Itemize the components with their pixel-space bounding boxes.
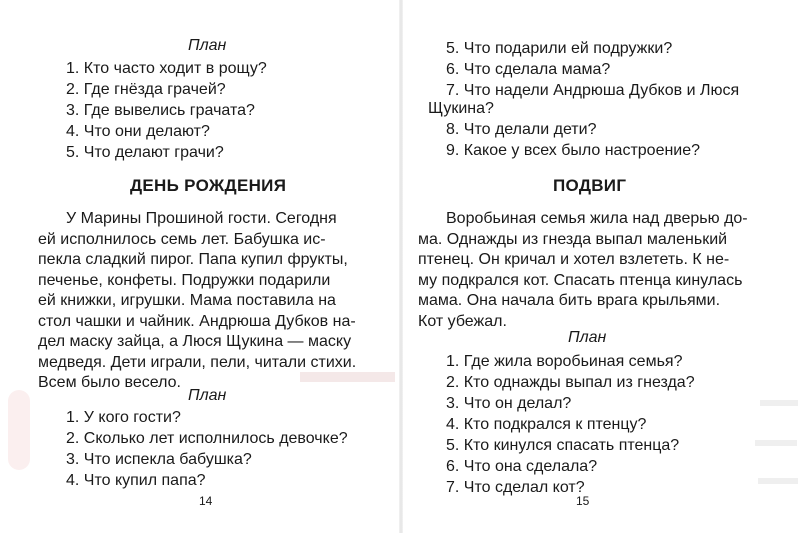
story-line: печенье, конфеты. Подружки подарили <box>38 271 331 289</box>
bleed-through-mark <box>760 400 798 406</box>
plan-item: 5. Что делают грачи? <box>66 144 224 161</box>
bleed-through-mark <box>755 440 797 446</box>
plan-item: 3. Что он делал? <box>446 395 572 412</box>
plan-item: 7. Что надели Андрюша Дубков и Люся <box>446 82 740 99</box>
plan-item: 7. Что сделал кот? <box>446 479 585 496</box>
story-line: Воробьиная семья жила над дверью до- <box>446 210 748 227</box>
plan-item: 4. Кто подкрался к птенцу? <box>446 416 647 433</box>
bleed-through-mark <box>300 372 395 382</box>
right-page <box>418 0 773 533</box>
plan-item: 4. Что они делают? <box>66 123 210 140</box>
plan-item-continuation: Щукина? <box>428 100 494 117</box>
plan-title-bottom: План <box>188 387 227 404</box>
plan-item: 8. Что делали дети? <box>446 121 597 138</box>
plan-item: 1. У кого гости? <box>66 409 181 426</box>
plan-item: 6. Что она сделала? <box>446 458 598 475</box>
plan-item: 4. Что купил папа? <box>66 472 206 489</box>
story-line: пекла сладкий пирог. Папа купил фрукты, <box>38 251 348 268</box>
book-spine <box>399 0 403 533</box>
story-title-feat: ПОДВИГ <box>553 176 627 195</box>
plan-item: 6. Что сделала мама? <box>446 61 611 78</box>
plan-item: 2. Где гнёзда грачей? <box>66 81 226 98</box>
story-text-feat <box>418 209 748 332</box>
story-line: птенец. Он кричал и хотел взлететь. К не- <box>418 251 730 268</box>
plan-title-top: План <box>188 37 227 54</box>
page-number-left: 14 <box>199 494 213 508</box>
story-text-birthday <box>38 209 357 394</box>
story-line: ма. Однажды из гнезда выпал маленький <box>418 230 728 248</box>
plan-item: 3. Где вывелись грачата? <box>66 102 255 119</box>
plan-item: 5. Что подарили ей подружки? <box>446 40 673 57</box>
story-line: дел маску зайца, а Люся Щукина — маску <box>38 333 352 350</box>
left-page <box>38 0 383 533</box>
page-number-right: 15 <box>576 494 590 508</box>
plan-item: 9. Какое у всех было настроение? <box>446 142 701 159</box>
bleed-through-mark <box>8 390 30 470</box>
story-line: медведя. Дети играли, пели, читали стихи. <box>38 353 357 371</box>
story-line: Всем было весело. <box>38 374 181 391</box>
story-line: ей книжки, игрушки. Мама поставила на <box>38 292 336 309</box>
plan-item: 2. Кто однажды выпал из гнезда? <box>446 374 695 391</box>
plan-item: 2. Сколько лет исполнилось девочке? <box>66 430 348 447</box>
story-line: ей исполнилось семь лет. Бабушка ис- <box>38 230 326 248</box>
plan-item: 1. Кто часто ходит в рощу? <box>66 60 267 77</box>
plan-item: 5. Кто кинулся спасать птенца? <box>446 437 680 454</box>
story-title-birthday: ДЕНЬ РОЖДЕНИЯ <box>130 176 287 195</box>
plan-title: План <box>568 329 607 346</box>
story-line: Кот убежал. <box>418 312 507 330</box>
plan-item: 1. Где жила воробьиная семья? <box>446 353 683 370</box>
plan-item: 3. Что испекла бабушка? <box>66 451 252 468</box>
story-line: стол чашки и чайник. Андрюша Дубков на- <box>38 312 356 330</box>
story-line: мама. Она начала бить врага крыльями. <box>418 292 721 309</box>
story-line: У Марины Прошиной гости. Сегодня <box>66 210 337 227</box>
story-line: му подкрался кот. Спасать птенца кинулась <box>418 271 743 289</box>
bleed-through-mark <box>758 478 798 484</box>
